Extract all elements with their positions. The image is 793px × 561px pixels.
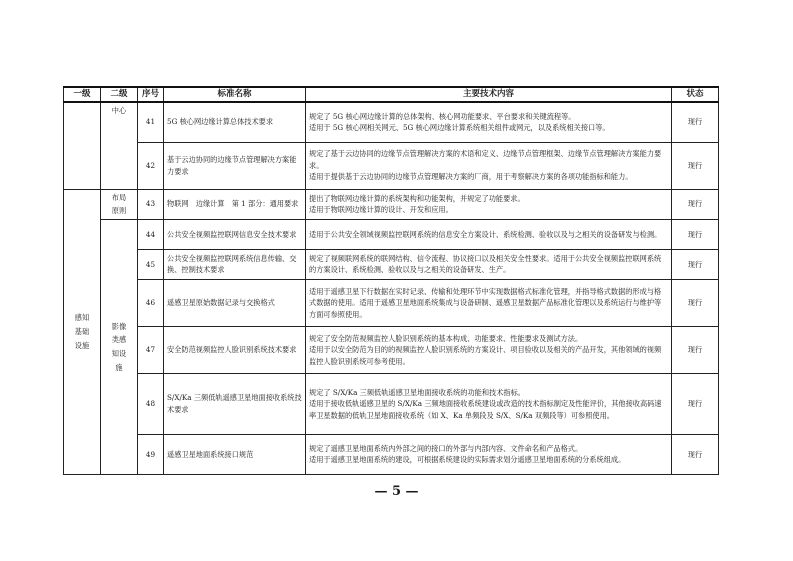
status-cell: 现行	[672, 326, 719, 373]
standard-name: 遥感卫星地面系统接口规范	[164, 434, 306, 474]
standard-content: 规定了基于云边协同的边缘节点管理解决方案的术语和定义、边缘节点管理框架、边缘节点管理解决方案能力要求。 适用于提供基于云边协同的边缘节点管理解决方案的厂商，用于考察解决方案的各项功能指标和能力。	[306, 142, 672, 189]
status-cell: 现行	[672, 219, 719, 249]
standard-name: S/X/Ka 三频低轨遥感卫星地面接收系统技术要求	[164, 373, 306, 434]
standard-content: 规定了视频联网系统的联网结构、信令流程、协议接口以及相关安全性要求。适用于公共安全视频监控联网系统的方案设计、系统检测、验收以及与之相关的设备研发、生产。	[306, 249, 672, 279]
row-number: 44	[138, 219, 164, 249]
standard-name: 物联网 边缘计算 第 1 部分：通用要求	[164, 189, 306, 219]
page-number: — 5 —	[374, 484, 419, 499]
table-row	[64, 142, 719, 189]
table-header-row	[64, 87, 719, 102]
standard-name: 公共安全视频监控联网系统信息传输、交换、控制技术要求	[164, 249, 306, 279]
standard-content: 规定了 S/X/Ka 三频低轨遥感卫星地面接收系统的功能和技术指标。 适用于接收低轨遥感卫星的 S/X/Ka 三频地面接收系统建设或改造的技术指标制定及性能评价，其他接收高码速率卫星数据的低轨卫星地面接收系统（如 X、Ka 单频段及 S/X、S/Ka 双频段等）可参照使用。	[306, 373, 672, 434]
level1-cell: 感知 基础 设施	[64, 189, 101, 474]
table-row	[64, 189, 719, 219]
header-level2: 二级	[101, 87, 138, 102]
standard-content: 提出了物联网边缘计算的系统架构和功能架构，并规定了功能要求。 适用于物联网边缘计算的设计、开发和应用。	[306, 189, 672, 219]
standard-name: 基于云边协同的边缘节点管理解决方案能力要求	[164, 142, 306, 189]
standard-name: 安全防范视频监控人脸识别系统技术要求	[164, 326, 306, 373]
row-number: 47	[138, 326, 164, 373]
row-number: 49	[138, 434, 164, 474]
header-main-content: 主要技术内容	[306, 87, 672, 102]
standard-name: 公共安全视频监控联网信息安全技术要求	[164, 219, 306, 249]
row-number: 46	[138, 279, 164, 326]
status-cell: 现行	[672, 373, 719, 434]
standard-content: 适用于公共安全领域视频监控联网系统的信息安全方案设计、系统检测、验收以及与之相关的设备研发与检测。	[306, 219, 672, 249]
standard-content: 规定了安全防范视频监控人脸识别系统的基本构成、功能要求、性能要求及测试方法。 适用于以安全防范为目的的视频监控人脸识别系统的方案设计、项目验收以及相关的产品开发，其他领域的视频监控人脸识别系统可参考使用。	[306, 326, 672, 373]
table-row	[64, 326, 719, 373]
header-status: 状态	[672, 87, 719, 102]
header-number: 序号	[138, 87, 164, 102]
standard-name: 5G 核心网边缘计算总体技术要求	[164, 102, 306, 142]
row-number: 43	[138, 189, 164, 219]
standard-content: 规定了 5G 核心网边缘计算的总体架构、核心网功能要求、平台要求和关键流程等。 适用于 5G 核心网相关网元、5G 核心网边缘计算系统相关组件或网元，以及系统相关接口等。	[306, 102, 672, 142]
level2-cell: 布局 原则	[101, 189, 138, 219]
row-number: 45	[138, 249, 164, 279]
header-standard-name: 标准名称	[164, 87, 306, 102]
status-cell: 现行	[672, 102, 719, 142]
status-cell: 现行	[672, 189, 719, 219]
status-cell: 现行	[672, 249, 719, 279]
row-number: 42	[138, 142, 164, 189]
level2-cell: 中心	[101, 102, 138, 189]
level1-cell	[64, 102, 101, 189]
standard-content: 规定了遥感卫星地面系统内外部之间的接口的外部与内部内容、文件命名和产品格式。 适用于遥感卫星地面系统的建设，可根据系统建设的实际需求划分遥感卫星地面系统的分系统组成。	[306, 434, 672, 474]
status-cell: 现行	[672, 142, 719, 189]
table-row	[64, 434, 719, 474]
table-row	[64, 219, 719, 249]
standards-table	[63, 86, 719, 475]
row-number: 48	[138, 373, 164, 434]
table-row	[64, 249, 719, 279]
table-row	[64, 279, 719, 326]
standard-name: 遥感卫星原始数据记录与交换格式	[164, 279, 306, 326]
level2-cell: 影像 类感 知设 施	[101, 219, 138, 474]
table-row	[64, 102, 719, 142]
status-cell: 现行	[672, 279, 719, 326]
status-cell: 现行	[672, 434, 719, 474]
standard-content: 适用于遥感卫星下行数据在实时记录、传输和处理环节中实现数据格式标准化管理，并指导格式数据的形成与格式数据的使用。适用于遥感卫星地面系统集成与设备研制、遥感卫星数据产品标准化管理以及系统运行与维护等方面可参照使用。	[306, 279, 672, 326]
row-number: 41	[138, 102, 164, 142]
header-level1: 一级	[64, 87, 101, 102]
table-row	[64, 373, 719, 434]
